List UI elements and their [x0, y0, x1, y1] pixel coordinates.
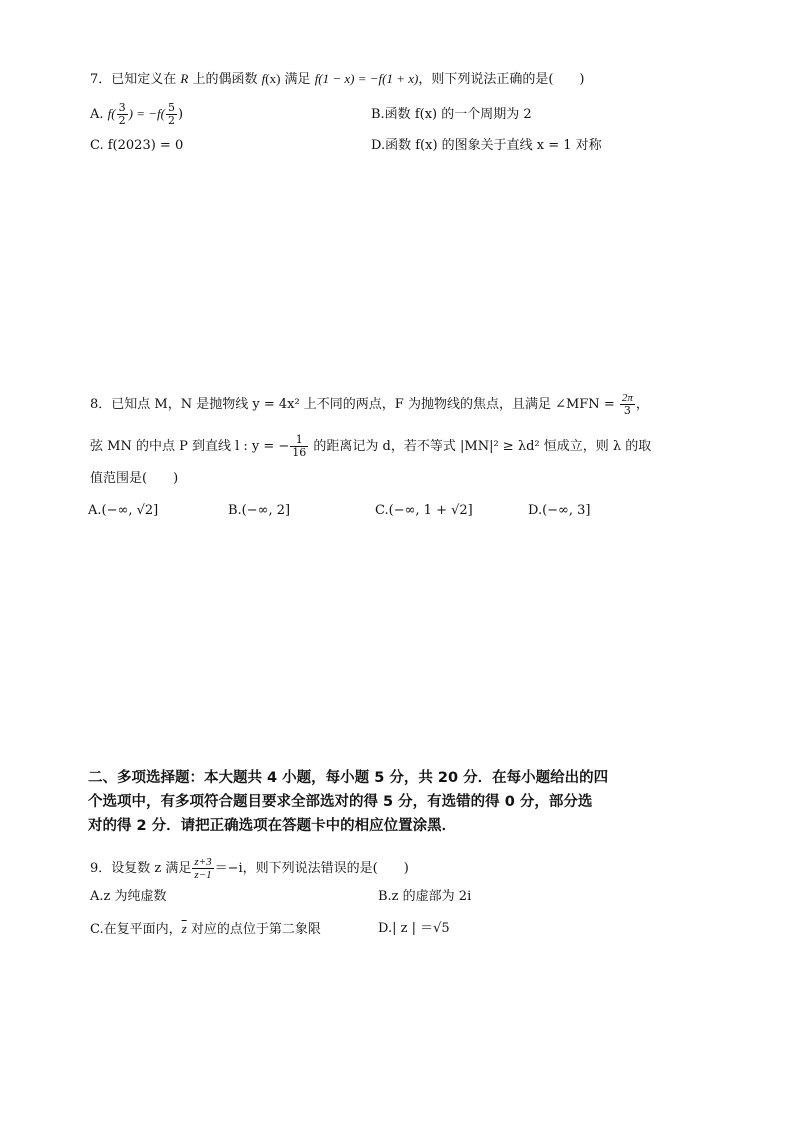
q7-option-a: A. f( $\frac{3}{2}$ ) = −f( $\frac{5}{2}$ ) — [90, 101, 184, 127]
q9-option-a: A.z 为纯虚数 — [90, 889, 167, 904]
q7-option-d: D.函数 f(x) 的图象关于直线 x = 1 对称 — [371, 138, 602, 153]
q8-option-b: B.(−∞, 2] — [228, 503, 291, 518]
fraction: $\frac{3}{2}$ — [118, 101, 126, 127]
q7-stem: 7．已知定义在 R 上的偶函数 f(x) 满足 f(1 − x) = −f(1 + x)，则下列说法正确的是( ) — [90, 71, 585, 87]
fraction: $\frac{z+3}{z-1}$ — [194, 856, 212, 881]
q8-stem-line1: 8．已知点 M，N 是抛物线 y = 4x² 上不同的两点，F 为抛物线的焦点，且满足 ∠MFN = $\frac{2\pi}{3}$ ， — [90, 392, 649, 417]
fraction: $\frac{2\pi}{3}$ — [621, 392, 633, 417]
q8-option-a: A.(−∞, √2] — [88, 503, 159, 518]
section-heading: 二、多项选择题：本大题共 4 小题，每小题 5 分，共 20 分．在每小题给出的四 个选项中，有多项符合题目要求全部选对的得 5 分，有选错的得 0 分，部分选 对的得 2 分．请把正确选项在答题卡中的相应位置涂黑． — [88, 770, 609, 834]
q8-option-c: C.(−∞, 1 + √2] — [375, 503, 473, 518]
fraction: $\frac{1}{16}$ — [292, 433, 307, 459]
q9-option-b: B.z 的虚部为 2i — [378, 889, 472, 904]
q7-option-c: C. f(2023) = 0 — [90, 138, 184, 153]
fraction: $\frac{5}{2}$ — [167, 101, 175, 127]
q8-stem-line3: 值范围是( ) — [90, 471, 179, 486]
q9-option-d: D.| z | ＝√5 — [378, 921, 450, 936]
q8-option-d: D.(−∞, 3] — [528, 503, 591, 518]
q8-stem-line2: 弦 MN 的中点 P 到直线 l : y = − $\frac{1}{16}$ 的距离记为 d，若不等式 |MN|² ≥ λd² 恒成立，则 λ 的取 — [90, 433, 652, 459]
q9-option-c: C.在复平面内，$\overline{z}$ 对应的点位于第二象限 — [90, 921, 321, 937]
q7-option-b: B.函数 f(x) 的一个周期为 2 — [371, 107, 532, 122]
q9-stem: 9．设复数 z 满足 $\frac{z+3}{z-1}$ ＝−i，则下列说法错误的是( ) — [90, 856, 409, 881]
